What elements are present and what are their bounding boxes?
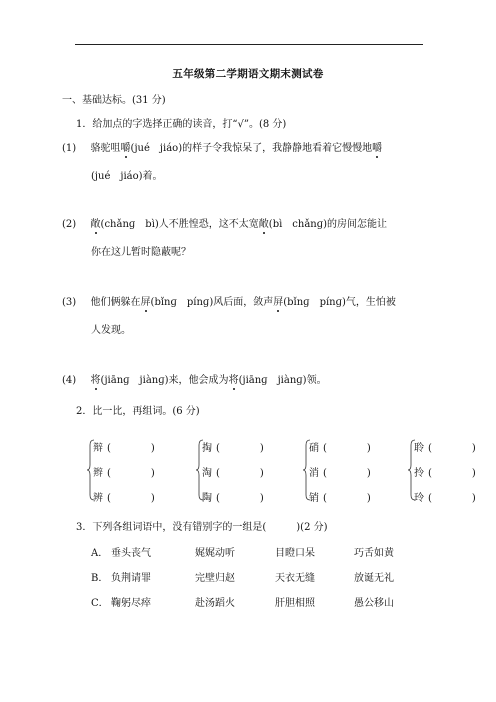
compare-char: 掏 [202, 443, 212, 454]
item-text: (jué jiáo)的样子令我惊呆了，我静静地看着它慢慢地 [130, 143, 373, 154]
answer-blank[interactable]: ( ) [323, 493, 371, 504]
item-text: 他们俩躲在 [90, 297, 141, 308]
item-number: (1) [62, 143, 77, 154]
item-text: (chǎnɡ bì)人不胜惶恐，这不太宽 [100, 219, 259, 230]
answer-blank[interactable]: ( ) [428, 493, 476, 504]
option-word: 娓娓动听 [195, 548, 235, 559]
answer-blank[interactable]: ( ) [323, 468, 371, 479]
dotted-char: 嚼 [372, 143, 383, 154]
option-row-c[interactable] [91, 598, 394, 610]
dotted-char: 将 [228, 375, 239, 386]
answer-blank[interactable]: ( ) [428, 468, 476, 479]
option-word: 鞠躬尽瘁 [111, 598, 151, 609]
dotted-char: 敞 [90, 219, 101, 230]
item-text: (jiānɡ jiànɡ)领。 [238, 375, 327, 386]
compare-char: 陶 [202, 493, 212, 504]
option-word: 完壁归赵 [195, 573, 235, 584]
answer-blank[interactable]: ( ) [107, 493, 155, 504]
dotted-char: 敞 [258, 219, 269, 230]
compare-char: 聆 [414, 443, 424, 454]
option-word: 愚公移山 [354, 598, 394, 609]
dotted-char: 嚼 [120, 143, 131, 154]
answer-blank[interactable]: ( ) [216, 468, 264, 479]
answer-blank[interactable]: ( ) [216, 493, 264, 504]
option-label: C． [91, 598, 109, 609]
option-row-a[interactable] [91, 548, 394, 560]
question-3-stem: 3．下列各组词语中，没有错别字的一组是( )(2 分) [76, 522, 328, 533]
item-number: (3) [62, 297, 77, 308]
compare-char: 淘 [202, 468, 212, 479]
item-number: (4) [62, 375, 77, 386]
option-word: 巧舌如黄 [354, 548, 394, 559]
page-title: 五年级第二学期语文期末测试卷 [172, 68, 324, 80]
answer-blank[interactable]: ( ) [107, 443, 155, 454]
dotted-char: 将 [90, 375, 101, 386]
word-group-1 [87, 439, 187, 504]
q1-item-1-line-1 [62, 143, 382, 155]
dotted-char: 屏 [273, 297, 284, 308]
q1-item-2-line-1 [62, 219, 387, 231]
item-text: 骆驼咀 [90, 143, 121, 154]
option-label: A． [91, 548, 109, 559]
option-row-b[interactable] [91, 573, 394, 585]
question-1-stem: 1．给加点的字选择正确的读音，打“√”。(8 分) [76, 119, 287, 130]
word-group-3 [303, 439, 403, 504]
answer-blank[interactable]: ( ) [216, 443, 264, 454]
option-word: 负荆请罪 [111, 573, 151, 584]
compare-char: 消 [309, 468, 319, 479]
item-number: (2) [62, 219, 77, 230]
compare-char: 硝 [309, 443, 319, 454]
option-word: 目瞪口呆 [275, 548, 315, 559]
answer-blank[interactable]: ( ) [323, 443, 371, 454]
word-group-2 [196, 439, 296, 504]
compare-char: 玲 [414, 493, 424, 504]
option-word: 天衣无缝 [275, 573, 315, 584]
compare-char: 辩 [93, 443, 103, 454]
answer-blank[interactable]: ( ) [107, 468, 155, 479]
q1-item-3-line-1 [62, 297, 396, 309]
compare-char: 辫 [93, 468, 103, 479]
compare-char: 销 [309, 493, 319, 504]
option-word: 放诞无礼 [354, 573, 394, 584]
q1-item-3-line-2: 人发现。 [91, 325, 131, 336]
item-text: (bǐnɡ pínɡ)气，生怕被 [283, 297, 396, 308]
option-word: 垂头丧气 [111, 548, 151, 559]
section-heading: 一、基础达标。(31 分) [62, 95, 166, 106]
answer-blank[interactable]: ( ) [428, 443, 476, 454]
compare-char: 拎 [414, 468, 424, 479]
option-word: 赴汤蹈火 [195, 598, 235, 609]
option-label: B． [91, 573, 109, 584]
item-text: (bì chǎnɡ)的房间怎能让 [268, 219, 388, 230]
question-2-stem: 2．比一比，再组词。(6 分) [76, 406, 200, 417]
compare-char: 辨 [93, 493, 103, 504]
item-text: (jiānɡ jiànɡ)来，他会成为 [100, 375, 229, 386]
q1-item-4-line-1 [62, 375, 327, 387]
item-text: (bǐnɡ pínɡ)风后面，敛声 [150, 297, 274, 308]
word-group-4 [408, 439, 494, 504]
q1-item-1-line-2: (jué jiáo)着。 [91, 171, 163, 182]
option-word: 肝胆相照 [275, 598, 315, 609]
header-rule [75, 44, 423, 45]
q1-item-2-line-2: 你在这儿暂时隐蔽呢？ [91, 247, 191, 258]
dotted-char: 屏 [140, 297, 151, 308]
